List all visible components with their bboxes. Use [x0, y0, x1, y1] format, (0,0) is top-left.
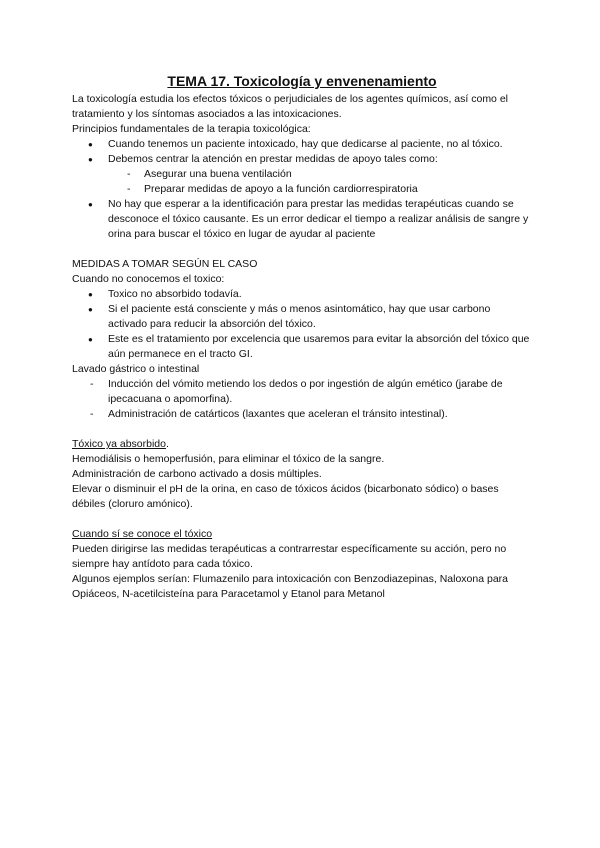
list-item: ● Si el paciente está consciente y más o menos asintomático, hay que usar carbono activado para reducir la absorción del tóxico.	[72, 302, 532, 332]
intro-paragraph: La toxicología estudia los efectos tóxicos o perjudiciales de los agentes químicos, así como el tratamiento y los síntomas asociados a las intoxicaciones.	[72, 93, 508, 120]
list-item: - Preparar medidas de apoyo a la función cardiorrespiratoria	[72, 182, 532, 197]
measures-heading: MEDIDAS A TOMAR SEGÚN EL CASO	[72, 258, 258, 270]
list-item: ● No hay que esperar a la identificación para prestar las medidas terapéuticas cuando se desconoce el tóxico causante. Es un error dedicar el tiempo a realizar análisis de sangre y orina para buscar el tóxico en lugar de ayudar al paciente	[72, 197, 532, 242]
lavage-list	[72, 377, 532, 422]
known-line: Algunos ejemplos serían: Flumazenilo para intoxicación con Benzodiazepinas, Naloxona para Opiáceos, N-acetilcisteína para Paracetamol y Etanol para Metanol	[72, 573, 509, 600]
absorbed-line: Administración de carbono activado a dosis múltiples.	[72, 468, 322, 480]
document-page	[72, 72, 532, 602]
list-item: ● Este es el tratamiento por excelencia que usaremos para evitar la absorción del tóxico que aún permanece en el tracto GI.	[72, 332, 532, 362]
list-item: ● Debemos centrar la atención en prestar medidas de apoyo tales como:	[72, 152, 532, 167]
absorbed-heading	[72, 437, 532, 452]
principles-list-cont	[72, 197, 532, 242]
principles-heading: Principios fundamentales de la terapia toxicológica:	[72, 123, 311, 135]
known-line: Pueden dirigirse las medidas terapéuticas a contrarrestar específicamente su acción, pero no siempre hay antídoto para cada tóxico.	[72, 543, 507, 570]
lavage-heading: Lavado gástrico o intestinal	[72, 363, 200, 375]
principles-list	[72, 137, 532, 167]
list-item: ● Cuando tenemos un paciente intoxicado, hay que dedicarse al paciente, no al tóxico.	[72, 137, 532, 152]
absorbed-heading-text: Tóxico ya absorbido	[72, 438, 166, 450]
page-title: TEMA 17. Toxicología y envenenamiento	[167, 73, 437, 89]
list-item: - Administración de catárticos (laxantes que aceleran el tránsito intestinal).	[72, 407, 532, 422]
absorbed-line: Elevar o disminuir el pH de la orina, en caso de tóxicos ácidos (bicarbonato sódico) o bases débiles (cloruro amónico).	[72, 483, 499, 510]
list-item: - Asegurar una buena ventilación	[72, 167, 532, 182]
known-heading: Cuando sí se conoce el tóxico	[72, 528, 213, 540]
list-item: ● Toxico no absorbido todavía.	[72, 287, 532, 302]
unknown-list	[72, 287, 532, 362]
absorbed-heading-suffix: .	[165, 438, 169, 450]
unknown-heading: Cuando no conocemos el toxico:	[72, 273, 225, 285]
list-item: - Inducción del vómito metiendo los dedos o por ingestión de algún emético (jarabe de ipecacuana o apomorfina).	[72, 377, 532, 407]
absorbed-line: Hemodiálisis o hemoperfusión, para eliminar el tóxico de la sangre.	[72, 453, 385, 465]
support-measures-list	[72, 167, 532, 197]
